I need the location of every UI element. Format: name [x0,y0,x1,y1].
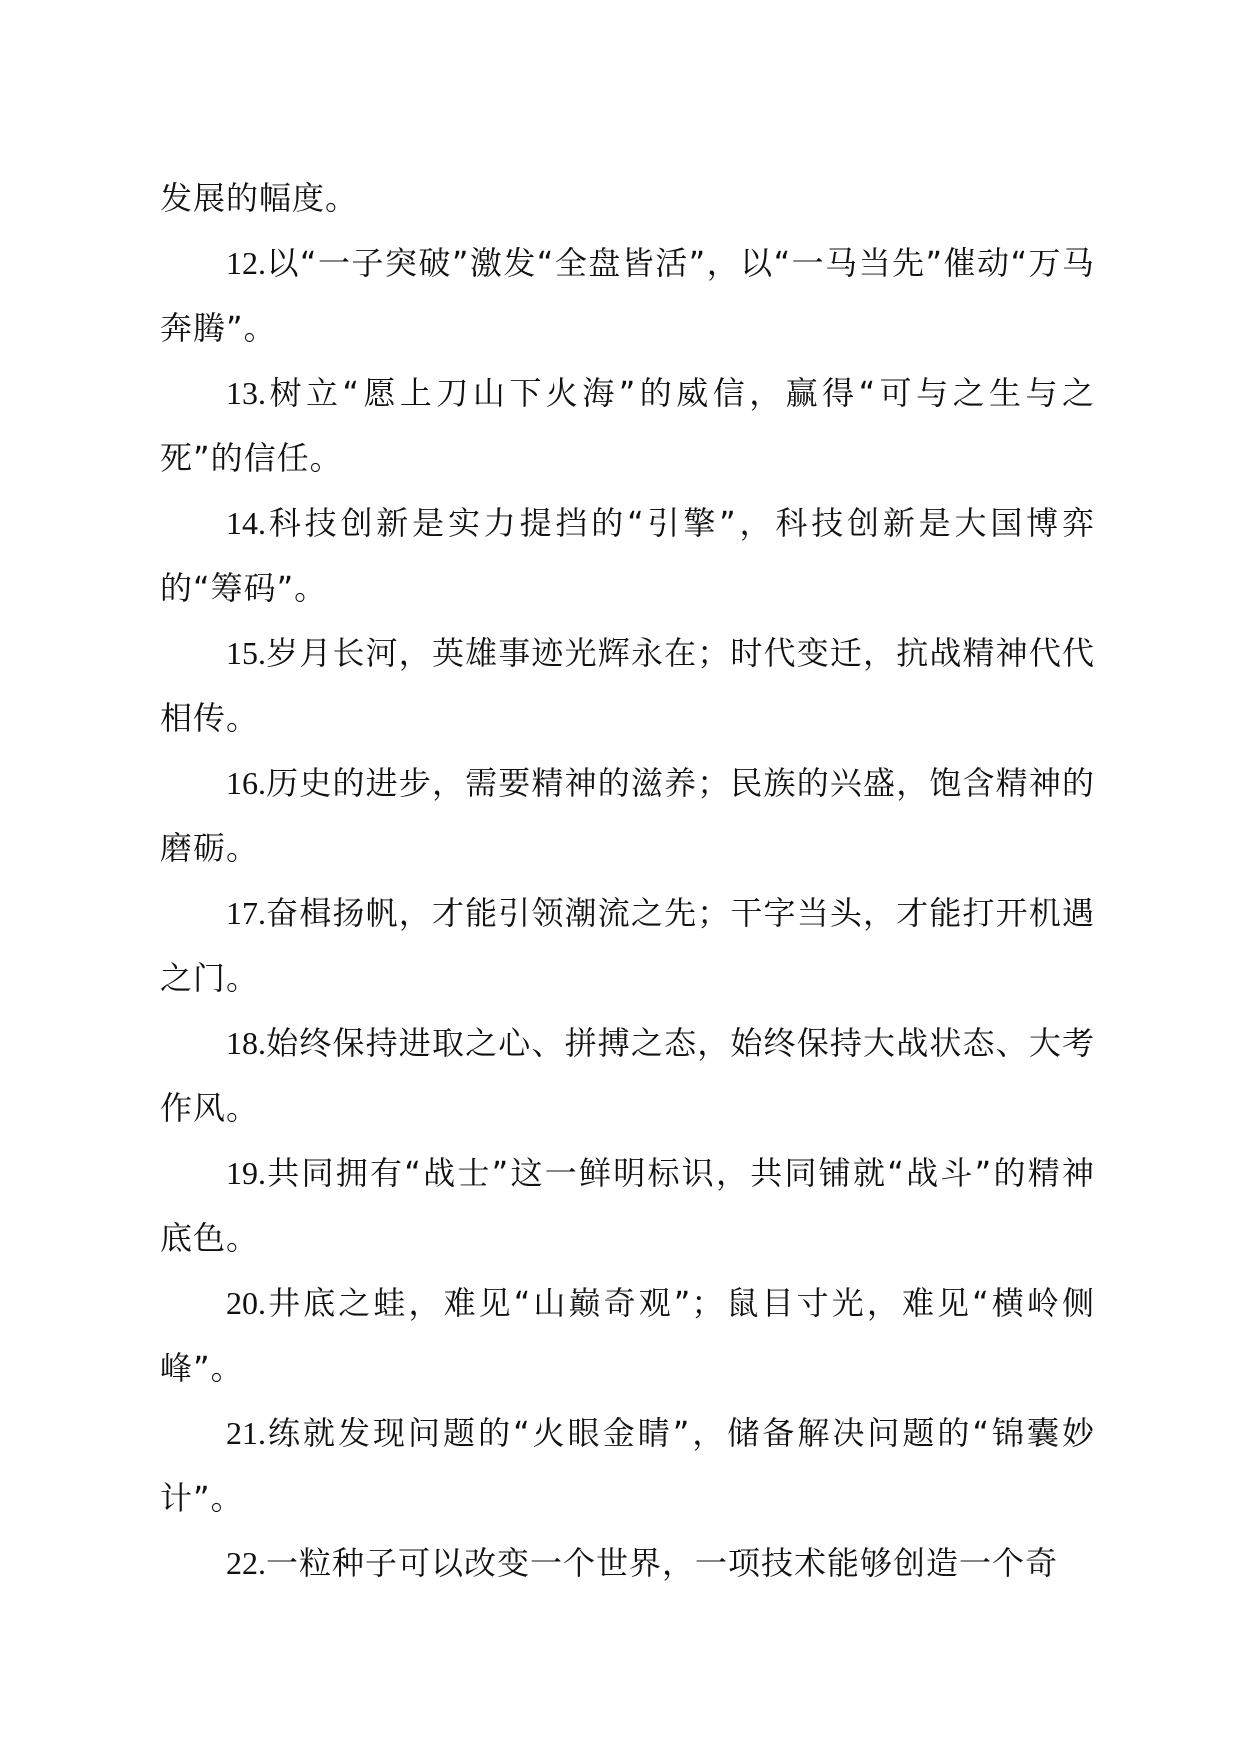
document-body [160,166,1095,1596]
paragraph [160,621,1095,751]
paragraph [160,1271,1095,1401]
paragraph-number: 13. [226,375,266,411]
paragraph-text: 始终保持进取之心、拼搏之态，始终保持大战状态、大考作风。 [160,1024,1095,1127]
paragraph-text: 共同拥有“战士”这一鲜明标识，共同铺就“战斗”的精神底色。 [160,1154,1095,1257]
paragraph-number: 21. [226,1415,266,1451]
paragraph [160,231,1095,361]
paragraph [160,881,1095,1011]
paragraph-text: 历史的进步，需要精神的滋养；民族的兴盛，饱含精神的磨砺。 [160,764,1095,867]
paragraph-number: 14. [226,505,266,541]
paragraph [160,1011,1095,1141]
paragraph [160,166,1095,231]
paragraph-number: 20. [226,1285,266,1321]
paragraph-text: 井底之蛙，难见“山巅奇观”；鼠目寸光，难见“横岭侧峰”。 [160,1284,1095,1387]
paragraph-number: 18. [226,1025,266,1061]
paragraph-text: 一粒种子可以改变一个世界，一项技术能够创造一个奇 [266,1544,1059,1582]
paragraph [160,751,1095,881]
paragraph-number: 15. [226,635,266,671]
paragraph [160,491,1095,621]
paragraph-text: 练就发现问题的“火眼金睛”，储备解决问题的“锦囊妙计”。 [160,1414,1095,1517]
paragraph-text: 树立“愿上刀山下火海”的威信，赢得“可与之生与之死”的信任。 [160,374,1095,477]
paragraph-text: 奋楫扬帆，才能引领潮流之先；干字当头，才能打开机遇之门。 [160,894,1095,997]
paragraph-number: 12. [226,245,266,281]
paragraph-text: 以“一子突破”激发“全盘皆活”，以“一马当先”催动“万马奔腾”。 [160,244,1095,347]
paragraph-text: 岁月长河，英雄事迹光辉永在；时代变迁，抗战精神代代相传。 [160,634,1095,737]
paragraph-number: 17. [226,895,266,931]
paragraph [160,361,1095,491]
paragraph [160,1141,1095,1271]
paragraph-text: 科技创新是实力提挡的“引擎”，科技创新是大国博弈的“筹码”。 [160,504,1095,607]
paragraph-number: 19. [226,1155,266,1191]
paragraph [160,1401,1095,1531]
paragraph-number: 22. [226,1545,266,1581]
paragraph-text: 发展的幅度。 [160,179,359,217]
paragraph-number: 16. [226,765,266,801]
paragraph [160,1531,1095,1596]
